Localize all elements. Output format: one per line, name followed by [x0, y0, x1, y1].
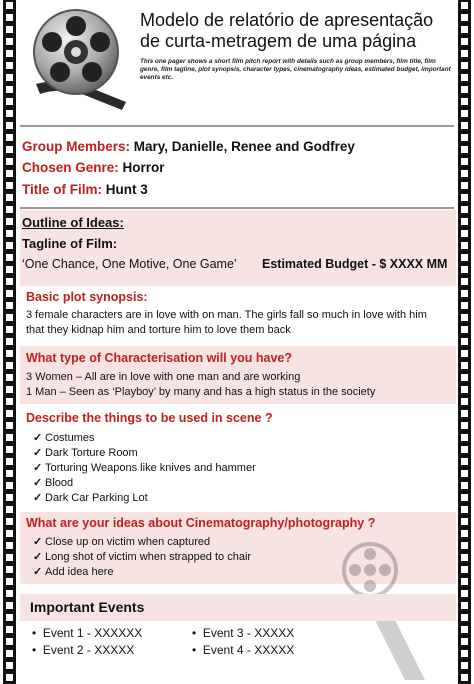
outline-heading: Outline of Ideas:: [22, 215, 124, 230]
scene-item: ✓ Blood: [33, 477, 74, 489]
tagline-label: Tagline of Film:: [22, 236, 118, 251]
film-title-value: Hunt 3: [105, 182, 148, 197]
characterisation-line-1: 3 Women – All are in love with one man and are working: [26, 371, 301, 383]
bullet-icon: •: [32, 626, 37, 640]
divider-mid: [20, 207, 454, 209]
page-title: Modelo de relatório de apresentação de curta-metragem de uma página: [140, 10, 434, 51]
characterisation-line-2: 1 Man – Seen as ‘Playboy’ by many and has a high status in the society: [26, 386, 376, 398]
check-icon: ✓: [33, 447, 43, 459]
page-subtitle: This one pager shows a short film pitch report with details such as group members, film title, film genre, film tagline, plot synopsis, character types, cinematography ideas, estimated budget, important events etc.: [140, 58, 451, 81]
event-item: • Event 4 - XXXXX: [192, 643, 295, 657]
check-icon: ✓: [33, 432, 43, 444]
event-item: • Event 1 - XXXXXX: [32, 626, 143, 640]
film-strip-right: [458, 0, 471, 684]
scene-heading: Describe the things to be used in scene ?: [26, 411, 273, 425]
bullet-icon: •: [192, 643, 197, 657]
characterisation-heading: What type of Characterisation will you have?: [26, 351, 293, 365]
genre-value: Horror: [122, 160, 165, 175]
check-icon: ✓: [33, 566, 43, 578]
cinematography-item: ✓ Long shot of victim when strapped to chair: [33, 551, 252, 563]
synopsis-heading: Basic plot synopsis:: [26, 290, 148, 304]
bullet-icon: •: [192, 626, 197, 640]
check-icon: ✓: [33, 462, 43, 474]
film-title-label: Title of Film:: [22, 182, 102, 197]
film-reel-icon: [26, 6, 130, 110]
scene-item: ✓ Costumes: [33, 432, 95, 444]
genre-label: Chosen Genre:: [22, 160, 119, 175]
events-heading: Important Events: [30, 599, 145, 615]
group-members-label: Group Members:: [22, 139, 131, 154]
group-members-value: Mary, Danielle, Renee and Godfrey: [133, 139, 355, 154]
cinematography-item: ✓ Add idea here: [33, 566, 114, 578]
scene-item: ✓ Dark Torture Room: [33, 447, 138, 459]
genre-field: [22, 159, 165, 177]
film-strip-left: [3, 0, 16, 684]
check-icon: ✓: [33, 536, 43, 548]
film-title-field: [22, 181, 148, 199]
check-icon: ✓: [33, 477, 43, 489]
check-icon: ✓: [33, 551, 43, 563]
synopsis-text: 3 female characters are in love with on man. The girls fall so much in love with him that they kidnap him and torture him to love them back: [26, 309, 427, 336]
divider-top: [20, 125, 454, 127]
cinematography-heading: What are your ideas about Cinematography/photography ?: [26, 516, 376, 530]
group-members-field: [22, 138, 355, 156]
event-item: • Event 2 - XXXXX: [32, 643, 135, 657]
cinematography-item: ✓ Close up on victim when captured: [33, 536, 211, 548]
tagline-value: ‘One Chance, One Motive, One Game’: [22, 257, 237, 271]
estimated-budget: Estimated Budget - $ XXXX MM: [262, 257, 448, 271]
scene-item: ✓ Dark Car Parking Lot: [33, 492, 148, 504]
scene-item: ✓ Torturing Weapons like knives and hammer: [33, 462, 256, 474]
bullet-icon: •: [32, 643, 37, 657]
event-item: • Event 3 - XXXXX: [192, 626, 295, 640]
check-icon: ✓: [33, 492, 43, 504]
